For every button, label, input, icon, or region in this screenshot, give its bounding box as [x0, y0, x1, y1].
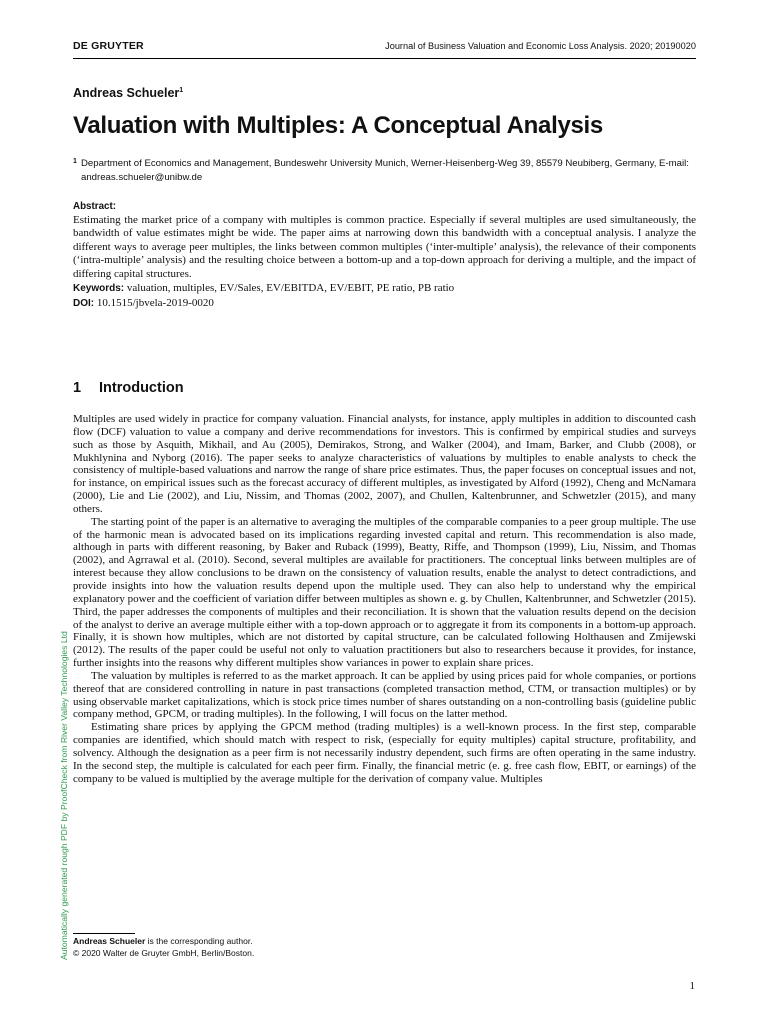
page-number: 1 [689, 980, 695, 992]
corresponding-author-note [73, 936, 254, 948]
author-name: Andreas Schueler [73, 86, 180, 100]
footnote [73, 936, 254, 959]
body-text [73, 413, 696, 785]
abstract-heading: Abstract: [73, 201, 117, 212]
author-line [73, 86, 183, 100]
footnote-note: is the corresponding author. [147, 936, 253, 946]
header-rule [73, 58, 696, 59]
doi-label: DOI: [73, 297, 95, 309]
affiliation-mark: 1 [73, 158, 77, 165]
publisher-name: DE GRUYTER [73, 40, 144, 52]
paragraph-4: Estimating share prices by applying the GPCM method (trading multiples) is a well-known process. In the first step, comparable companies are identified, which should match with respect to risk, (especially for equity multiples) capital structure, profitability, and solvency. Although the designation as a peer firm is not necessarily industry dependent, such firms are often operating in the same industry. In the second step, the multiple is calculated for each peer firm. Finally, the financial metric (e. g. free cash flow, EBIT, or earnings) of the company to be valued is multiplied by the average multiple for the derivation of company value. Multiples [73, 721, 696, 785]
paragraph-3: The valuation by multiples is referred to as the market approach. It can be applied by using prices paid for whole companies, or portions thereof that are considered controlling in nature in past transactions (completed transaction method, CTM, or transaction multiples) or by using observable market capitalizations, which is stock price times number of shares outstanding on a non-controlling basis (guideline public company method, GPCM, or trading multiples). In the following, I will focus on the latter method. [73, 669, 696, 721]
article-title: Valuation with Multiples: A Conceptual Analysis [73, 112, 603, 139]
proof-watermark-text: Automatically generated rough PDF by ProofCheck from River Valley Technologies Ltd [59, 631, 69, 960]
footnote-rule [73, 933, 135, 934]
affiliation-text: Department of Economics and Management, Bundeswehr University Munich, Werner-Heisenberg-Weg 39, 85579 Neubiberg, Germany, E-mail: andreas.schueler@unibw.de [81, 158, 689, 183]
author-affiliation-mark: 1 [179, 86, 184, 94]
abstract-block [73, 200, 696, 310]
section-title: Introduction [99, 380, 184, 396]
doi-line [73, 297, 696, 311]
copyright-line: © 2020 Walter de Gruyter GmbH, Berlin/Boston. [73, 947, 255, 958]
section-heading [73, 380, 184, 396]
abstract-text: Estimating the market price of a company with multiples is common practice. Especially if several multiples are used simultaneously, the bandwidth of value estimates might be wide. The paper aims at narrowing down this bandwidth with a conceptual analysis. I analyze the different ways to average peer multiples, the links between common multiples (‘inter-multiple’ analysis), the relevance of their components (‘intra-multiple’ analysis) and the resulting choice between a bottom-up and a top-down approach for deriving a multiple, and the impact of differing capital structures. [73, 213, 696, 280]
footnote-author: Andreas Schueler [73, 936, 146, 946]
paragraph-1: Multiples are used widely in practice for company valuation. Financial analysts, for instance, apply multiples in addition to discounted cash flow (DCF) valuation to value a company and derive recommendations for investors. This is confirmed by empirical studies and surveys such as those by Asquith, Mikhail, and Au (2005), Demirakos, Strong, and Walker (2004), and Imam, Barker, and Clubb (2008), or Mukhlynina and Nyborg (2016). The paper seeks to analyze characteristics of valuations by multiples to enable analysts to check the consistency of multiple-based valuations and narrow the range of share price estimates. Thus, the paper focuses on conceptual issues and not, for instance, on empirical issues such as the forecast accuracy of different multiples, as investigated by Alford (1992), Cheng and McNamara (2000), Lie and Lie (2002), and Liu, Nissim, and Thomas (2002, 2007), and Chullen, Kaltenbrunner, and Schwetzler (2015), and many others. [73, 413, 696, 515]
paragraph-2: The starting point of the paper is an alternative to averaging the multiples of the comparable companies to a peer group multiple. The use of the harmonic mean is advocated based on its implications regarding invested capital and return. This recommendation is also made, although in parts with different reasoning, by Baker and Ruback (1999), Beatty, Riffe, and Thompson (1999), Liu, Nissim, and Thomas (2002), and Agrrawal et al. (2010). Second, several multiples are available for practitioners. The conceptual links between multiples are of interest because they allow conclusions to be drawn on the consistency of valuation results, enable the analyst to detect contradictions, and provide insights into how the valuation results depend upon the multiple used. They can also help to understand why the empirical explanatory power and the coefficient of variation differ between multiples as shown e. g. by Chullen, Kaltenbrunner, and Schwetzler (2015). Third, the paper addresses the components of multiples and their reconciliation. It is shown that the valuation results depend on the decision of the analyst to derive an average multiple either with a top-down approach or to aggregate it from its components in a bottom-up approach. Finally, it is shown how multiples, which are not distorted by capital structure, can be calculated following Holthausen and Zmijewski (2012). The results of the paper could be useful not only to valuation practitioners but also to researchers because it provides, for instance, further insights into the reasons why different multiples show variances in power to explain share prices. [73, 515, 696, 670]
doi-link[interactable]: 10.1515/jbvela-2019-0020 [96, 296, 214, 309]
keywords-text: valuation, multiples, EV/Sales, EV/EBITDA, EV/EBIT, PE ratio, PB ratio [126, 282, 455, 294]
journal-citation: Journal of Business Valuation and Economic Loss Analysis. 2020; 20190020 [385, 41, 696, 51]
running-header [73, 40, 696, 58]
affiliation [73, 157, 703, 185]
keywords-label: Keywords: [73, 283, 125, 294]
section-number: 1 [73, 380, 82, 396]
keywords-line [73, 282, 696, 296]
